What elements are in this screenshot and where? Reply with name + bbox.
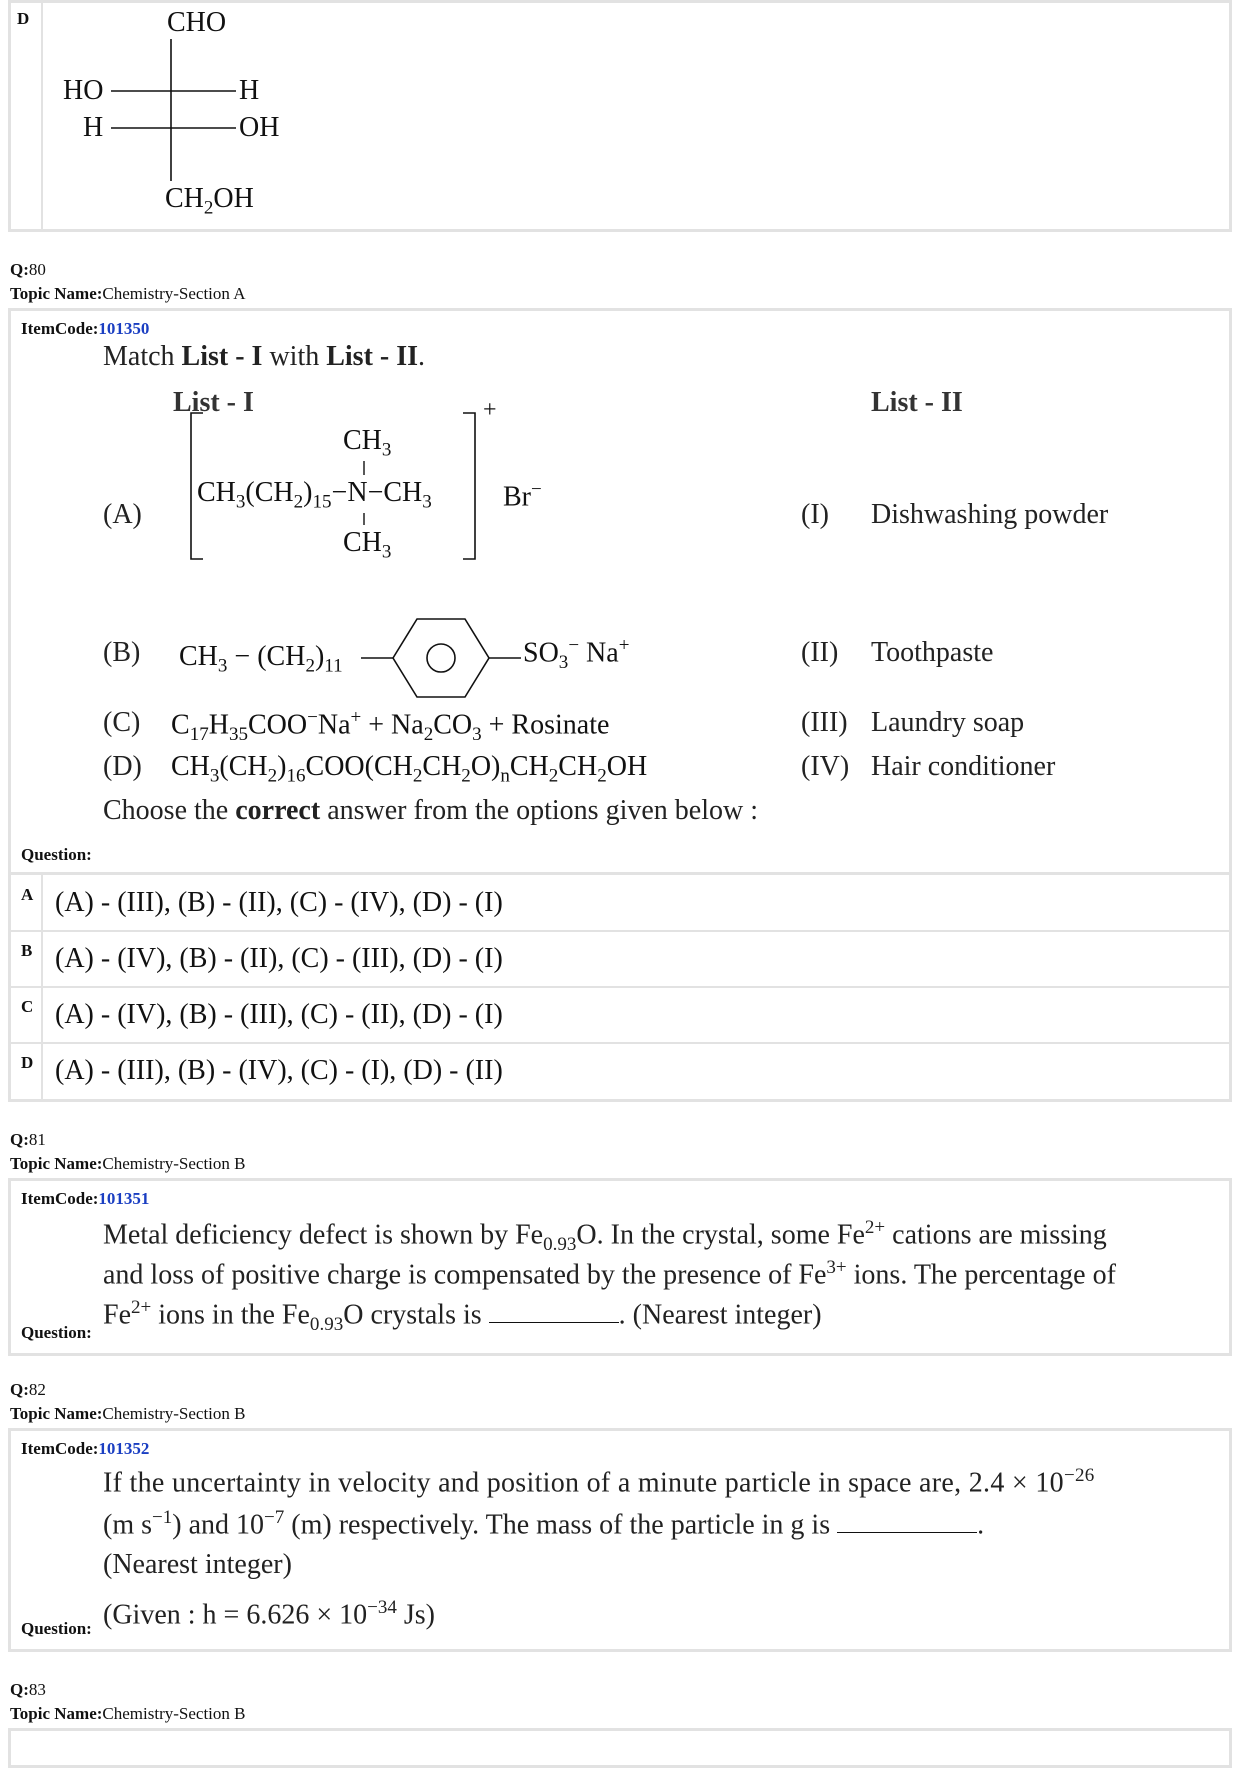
ammonium-chain: $CH_3(CH_2)_{15}-N-CH_3$ — [197, 477, 432, 513]
answer-blank — [837, 1531, 977, 1533]
fischer-row1-left: HO — [63, 75, 104, 106]
item-code: ItemCode:101351 — [21, 1189, 150, 1208]
row-a-label: (A) — [103, 499, 142, 530]
option-label-a: A — [21, 885, 34, 904]
q81-line-3: $Fe^{2+}$ ions in the $Fe_{0.93}O$ crystals is . (Nearest integer) — [103, 1297, 822, 1335]
q80-question-box — [8, 308, 1232, 876]
q80-intro: Match List - I with List - II. — [103, 341, 426, 372]
row-c-label: (C) — [103, 707, 141, 738]
fischer-row1-right: H — [239, 75, 260, 106]
row-d-match-label: (IV) — [801, 751, 850, 782]
question-number: Q:82 — [10, 1380, 46, 1399]
topic-name: Topic Name:Chemistry-Section B — [10, 1404, 246, 1423]
option-separator — [11, 986, 1229, 988]
benzene-ring-svg — [361, 613, 521, 703]
question-number: Q:81 — [10, 1130, 46, 1149]
option-a[interactable]: (A) - (III), (B) - (II), (C) - (IV), (D) - (I) — [55, 887, 503, 918]
q82-line-4: (Given : $h = 6.626 \times 10^{-34}$ Js) — [103, 1597, 436, 1631]
q80-instruction: Choose the correct answer from the options given below : — [103, 795, 758, 826]
item-code: ItemCode:101350 — [21, 319, 150, 338]
q82-line-2: (m $s^{-1}$) and $10^{-7}$ (m) respectively. The mass of the particle in g is . — [103, 1507, 985, 1541]
question-label: Question: — [21, 845, 92, 864]
row-d-match: Hair conditioner — [871, 751, 1056, 782]
row-c-formula: $C_{17}H_{35}COO^-Na^+ + Na_2CO_3$ + Rosinate — [171, 707, 610, 745]
option-divider — [41, 3, 43, 229]
topic-name: Topic Name:Chemistry-Section B — [10, 1154, 246, 1173]
row-d-label: (D) — [103, 751, 142, 782]
row-a-match: Dishwashing powder — [871, 499, 1109, 530]
row-a-match-label: (I) — [801, 499, 829, 530]
ch3-top: $CH_3$ — [343, 425, 392, 461]
q82-question-box — [8, 1428, 1232, 1652]
q81-line-2: and loss of positive charge is compensated by the presence of $Fe^{3+}$ ions. The percentage of — [103, 1257, 1116, 1291]
option-label-d: D — [21, 1053, 34, 1072]
item-code: ItemCode:101352 — [21, 1439, 150, 1458]
option-d[interactable]: (A) - (III), (B) - (IV), (C) - (I), (D) - (II) — [55, 1055, 503, 1086]
option-separator — [11, 930, 1229, 932]
benzene-ring — [361, 613, 521, 703]
q81-line-1: Metal deficiency defect is shown by $Fe_{0.93}O$. In the crystal, some $Fe^{2+}$ cations are missing — [103, 1217, 1107, 1255]
question-label: Question: — [21, 1323, 92, 1342]
counter-ion: Br− — [503, 479, 542, 513]
question-number: Q:83 — [10, 1680, 46, 1699]
row-b-match: Toothpaste — [871, 637, 994, 668]
option-label: D — [17, 9, 30, 28]
q82-line-1: If the uncertainty in velocity and position of a minute particle in space are, $2.4 \times 10^{-26}$ — [103, 1465, 1095, 1499]
row-b-sulfonate: $SO_3^-$ Na+ — [523, 635, 630, 673]
row-d-formula: $CH_3(CH_2)_{16}COO(CH_2CH_2O)_nCH_2CH_2OH$ — [171, 751, 648, 787]
row-c-match: Laundry soap — [871, 707, 1025, 738]
option-label-c: C — [21, 997, 34, 1016]
q83-question-box — [8, 1728, 1232, 1768]
list2-heading: List - II — [871, 387, 963, 418]
fischer-row2-right: OH — [239, 112, 280, 143]
row-b-match-label: (II) — [801, 637, 839, 668]
cation-plus: + — [483, 397, 497, 423]
question-label: Question: — [21, 1619, 92, 1638]
question-number: Q:80 — [10, 260, 46, 279]
option-c[interactable]: (A) - (IV), (B) - (III), (C) - (II), (D) - (I) — [55, 999, 503, 1030]
topic-name: Topic Name:Chemistry-Section A — [10, 284, 246, 303]
q81-question-box — [8, 1178, 1232, 1356]
row-c-match-label: (III) — [801, 707, 848, 738]
fischer-row2-left: H — [83, 112, 104, 143]
prev-option-d-box — [8, 0, 1232, 232]
fischer-projection — [51, 3, 311, 229]
option-label-b: B — [21, 941, 33, 960]
list1-heading: List - I — [173, 387, 254, 418]
option-separator — [11, 1042, 1229, 1044]
row-b-chain: $CH_3 - (CH_2)_{11}$ — [179, 641, 343, 677]
fischer-top: CHO — [167, 7, 227, 38]
fischer-bottom: $CH_2OH$ — [165, 183, 254, 219]
row-b-label: (B) — [103, 637, 141, 668]
answer-blank — [489, 1321, 619, 1323]
option-b[interactable]: (A) - (IV), (B) - (II), (C) - (III), (D) - (I) — [55, 943, 503, 974]
ch3-bottom: $CH_3$ — [343, 527, 392, 563]
topic-name: Topic Name:Chemistry-Section B — [10, 1704, 246, 1723]
q82-line-3: (Nearest integer) — [103, 1549, 292, 1580]
q80-options-box — [8, 872, 1232, 1102]
